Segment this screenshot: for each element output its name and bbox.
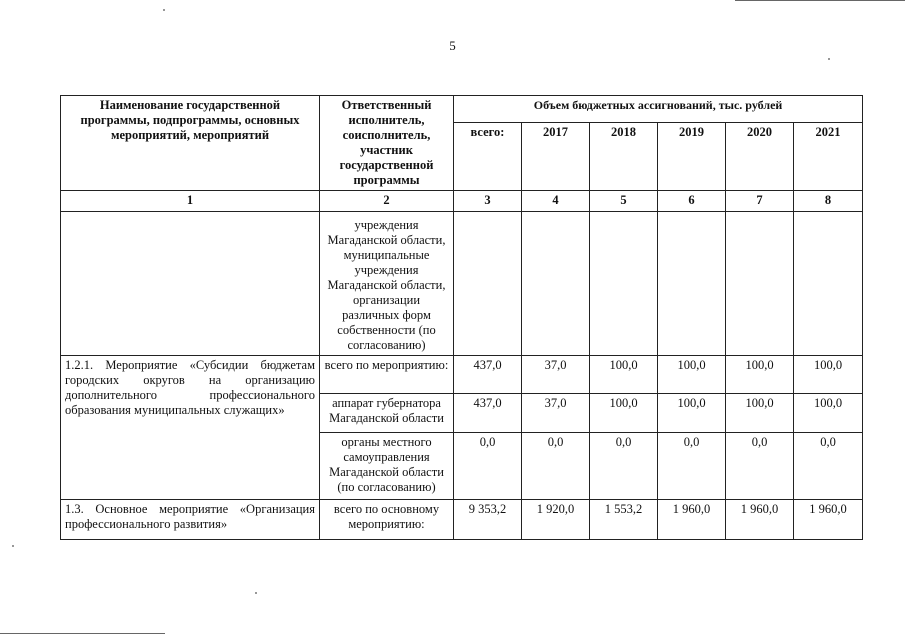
value-total-cell: 437,0 [454,356,522,394]
value-2021-cell: 100,0 [794,356,863,394]
column-number: 1 [61,191,320,212]
value-2019-cell: 0,0 [658,433,726,500]
value-2017-cell: 1 920,0 [522,500,590,540]
value-2021-cell [794,212,863,356]
header-executor: Ответственный исполнитель, соисполнитель, участник государственной программы [320,96,454,191]
scan-speck [255,592,257,594]
column-number: 3 [454,191,522,212]
value-2021-cell: 0,0 [794,433,863,500]
value-total-cell: 0,0 [454,433,522,500]
header-year-2018: 2018 [590,123,658,191]
program-name-cell: 1.2.1. Мероприятие «Субсидии бюджетам городских округов на организацию дополнительного профессионального образования муниципальных служащих» [61,356,320,500]
header-year-2019: 2019 [658,123,726,191]
value-total-cell [454,212,522,356]
page-number: 5 [449,38,456,53]
scan-speck [12,545,14,547]
column-number: 8 [794,191,863,212]
header-year-2020: 2020 [726,123,794,191]
value-2018-cell: 100,0 [590,394,658,433]
scan-speck [163,9,165,11]
column-number-row [61,191,863,212]
value-2017-cell [522,212,590,356]
value-2017-cell: 37,0 [522,356,590,394]
value-2020-cell: 0,0 [726,433,794,500]
header-year-2021: 2021 [794,123,863,191]
value-2017-cell: 37,0 [522,394,590,433]
column-number: 6 [658,191,726,212]
program-name-cell [61,212,320,356]
value-2018-cell: 100,0 [590,356,658,394]
value-2018-cell: 1 553,2 [590,500,658,540]
value-2021-cell: 100,0 [794,394,863,433]
executor-cell: аппарат губернатора Магаданской области [320,394,454,433]
header-program-name: Наименование государственной программы, подпрограммы, основных мероприятий, мероприятий [61,96,320,191]
value-2020-cell: 1 960,0 [726,500,794,540]
value-2018-cell: 0,0 [590,433,658,500]
budget-allocation-table [60,95,863,540]
value-2021-cell: 1 960,0 [794,500,863,540]
header-year-2017: 2017 [522,123,590,191]
executor-cell [320,212,454,356]
table-row [61,356,863,394]
column-number: 2 [320,191,454,212]
value-2019-cell: 1 960,0 [658,500,726,540]
value-2019-cell: 100,0 [658,356,726,394]
executor-text: учреждения Магаданской области, муниципальные учреждения Магаданской области, организации различных форм собственности (по согласованию) [327,218,446,352]
value-2020-cell: 100,0 [726,394,794,433]
value-2020-cell: 100,0 [726,356,794,394]
executor-cell: всего по мероприятию: [320,356,454,394]
header-budget-group: Объем бюджетных ассигнований, тыс. рублей [454,96,863,123]
header-total: всего: [454,123,522,191]
column-number: 4 [522,191,590,212]
value-total-cell: 9 353,2 [454,500,522,540]
value-2017-cell: 0,0 [522,433,590,500]
program-name-cell: 1.3. Основное мероприятие «Организация профессионального развития» [61,500,320,540]
scan-speck [828,58,830,60]
column-number: 5 [590,191,658,212]
value-total-cell: 437,0 [454,394,522,433]
value-2019-cell: 100,0 [658,394,726,433]
value-2020-cell [726,212,794,356]
scan-edge-line [0,633,165,634]
executor-cell: всего по основному мероприятию: [320,500,454,540]
value-2018-cell [590,212,658,356]
scan-edge-line [735,0,905,1]
value-2019-cell [658,212,726,356]
executor-cell: органы местного самоуправления Магаданской области (по согласованию) [320,433,454,500]
table-row [61,212,863,356]
table-row [61,500,863,540]
column-number: 7 [726,191,794,212]
